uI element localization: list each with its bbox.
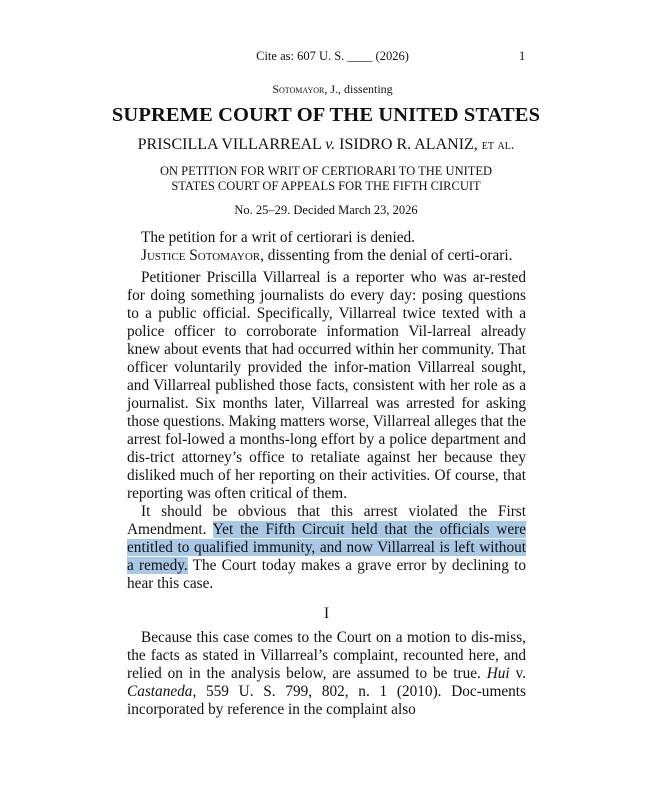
citation-header: Cite as: 607 U. S. ____ (2026) bbox=[256, 49, 409, 63]
running-head-suffix: , J., dissenting bbox=[324, 82, 393, 96]
section-heading: I bbox=[323, 605, 330, 622]
highlighted-text[interactable]: Yet the Fifth Circuit held that the officials were entitled to qualified immunity, and now Villarreal is left without a remedy. bbox=[127, 521, 526, 574]
petition-line: ON PETITION FOR WRIT OF CERTIORARI TO THE UNITED STATES COURT OF APPEALS FOR THE FIFTH CIRCUIT bbox=[159, 164, 493, 193]
justice-name: Justice Sotomayor bbox=[141, 247, 261, 264]
opinion-body bbox=[127, 229, 526, 719]
running-head bbox=[0, 82, 665, 97]
section-one-text-b: , 559 U. S. 799, 802, n. 1 (2010). Doc-uments incorporated by reference in the complaint also bbox=[127, 683, 526, 718]
paragraph-dissent-intro bbox=[127, 247, 526, 265]
paragraph-argument bbox=[127, 503, 526, 593]
argument-text-a: It should be obvious that this arrest violated the First Amendment. bbox=[127, 503, 526, 538]
court-name: SUPREME COURT OF THE UNITED STATES bbox=[111, 104, 541, 126]
page-number: 1 bbox=[519, 49, 526, 63]
paragraph-facts: Petitioner Priscilla Villarreal is a reporter who was ar-rested for doing something journalists do every day: posing questions to a public official. Specifically, Villarreal twice texted with a police officer to corroborate information Vil-larreal already knew about events that had occurred within her community. That officer voluntarily provided the infor-mation Villarreal sought, and Villarreal published those facts, consistent with her role as a journalist. Six months later, Villarreal was arrested for asking those questions. Making matters worse, Villarreal alleges that the arrest fol-lowed a months-long effort by a police department and dis-trict attorney’s office to retaliate against her because they disliked much of her reporting on their activities. Of course, that reporting was often critical of them. bbox=[127, 269, 526, 502]
case-name-hui: Hui bbox=[486, 665, 510, 682]
respondent-name: ISIDRO R. ALANIZ, bbox=[339, 136, 478, 153]
case-caption bbox=[0, 136, 652, 154]
docket-line: No. 25–29. Decided March 23, 2026 bbox=[234, 203, 418, 217]
argument-text-b: The Court today makes a grave error by declining to hear this case. bbox=[127, 557, 526, 592]
section-one-text-a: Because this case comes to the Court on a motion to dis-miss, the facts as stated in Villarreal’s complaint, recounted here, and relied on in the analysis below, are assumed to be true. bbox=[127, 629, 526, 682]
case-versus: v. bbox=[509, 665, 527, 682]
case-name-castaneda: Castaneda bbox=[127, 683, 193, 700]
petitioner-name: PRISCILLA VILLARREAL bbox=[137, 136, 322, 153]
paragraph-denied: The petition for a writ of certiorari is denied. bbox=[141, 229, 415, 246]
paragraph-section-one bbox=[127, 629, 526, 719]
versus: v. bbox=[325, 136, 336, 153]
dissent-intro-text: , dissenting from the denial of certi-orari. bbox=[260, 247, 513, 264]
et-al: et al. bbox=[481, 138, 515, 153]
running-head-author: Sotomayor bbox=[272, 82, 325, 96]
